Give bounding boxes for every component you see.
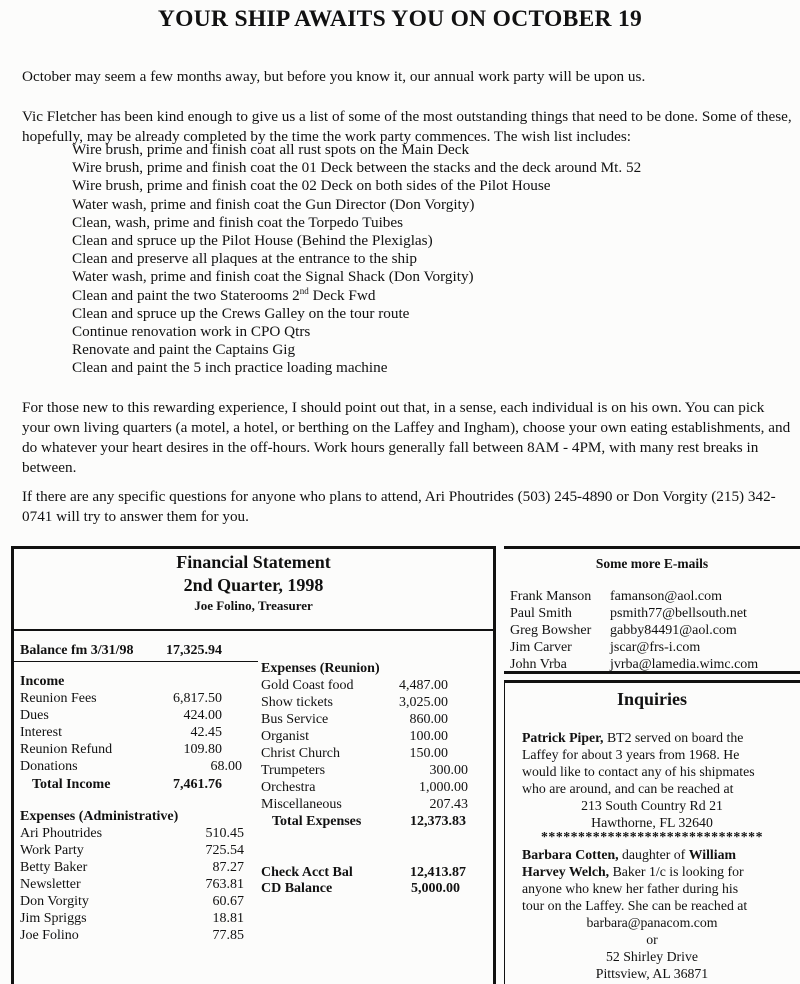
wish-item: Clean and preserve all plaques at the entrance to the ship <box>72 250 417 268</box>
separator: ****************************** <box>541 829 763 844</box>
reunion-expense-value: 3,025.00 <box>399 695 448 710</box>
wish-item: Clean and spruce up the Crews Galley on the tour route <box>72 304 410 322</box>
ordinal-suffix: nd <box>299 285 309 296</box>
income-header: Income <box>20 674 65 689</box>
inquiry-line: who are around, and can be reached at <box>522 781 734 796</box>
inquiry-address: Hawthorne, FL 32640 <box>591 815 713 830</box>
page-title: YOUR SHIP AWAITS YOU ON OCTOBER 19 <box>157 6 643 32</box>
check-account-value: 12,413.87 <box>410 865 466 880</box>
reunion-expense-label: Show tickets <box>261 695 333 710</box>
admin-expense-value: 763.81 <box>205 877 244 892</box>
inquiry-or: or <box>646 932 658 947</box>
cd-balance-label: CD Balance <box>261 881 333 896</box>
emails-title: Some more E-mails <box>595 556 709 571</box>
total-income-value: 7,461.76 <box>173 777 222 792</box>
treasurer-name: Joe Folino, Treasurer <box>194 598 313 613</box>
wish-item: Wire brush, prime and finish coat all rust spots on the Main Deck <box>72 141 470 158</box>
email-name: Paul Smith <box>510 606 572 621</box>
admin-expense-value: 87.27 <box>212 860 244 875</box>
income-label: Reunion Fees <box>20 691 97 706</box>
inquiry-line <box>522 863 744 880</box>
admin-expense-label: Work Party <box>20 843 84 858</box>
email-address: gabby84491@aol.com <box>610 623 737 638</box>
admin-expense-value: 77.85 <box>212 928 244 943</box>
admin-expense-value: 60.67 <box>212 894 244 909</box>
wish-item <box>72 287 772 305</box>
admin-expense-label: Joe Folino <box>20 928 79 943</box>
inquiry-email: barbara@panacom.com <box>586 915 718 930</box>
income-label: Interest <box>20 725 62 740</box>
balance-value: 17,325.94 <box>166 643 222 658</box>
inquiries-title: Inquiries <box>616 689 688 709</box>
cd-balance-value: 5,000.00 <box>411 881 460 896</box>
inquiry-line: anyone who knew her father during his <box>522 881 739 896</box>
wish-item: Water wash, prime and finish coat the Signal Shack (Don Vorgity) <box>72 268 474 286</box>
wish-item: Wire brush, prime and finish coat the 01 Deck between the stacks and the deck around Mt. 52 <box>72 159 642 177</box>
inquiry-address: Pittsview, AL 36871 <box>595 966 709 981</box>
email-name: Frank Manson <box>510 589 592 604</box>
inquiry-father-name: William <box>688 847 736 862</box>
inquiry-line <box>522 729 800 746</box>
email-address: jscar@frs-i.com <box>610 640 701 655</box>
financial-period: 2nd Quarter, 1998 <box>183 575 324 595</box>
income-value: 109.80 <box>183 742 222 757</box>
reunion-expense-label: Christ Church <box>261 746 340 761</box>
wish-item: Renovate and paint the Captains Gig <box>72 341 296 359</box>
total-expenses-label: Total Expenses <box>272 814 362 829</box>
total-income-label: Total Income <box>32 777 111 792</box>
inquiry-line: Laffey for about 3 years from 1968. He <box>522 747 740 762</box>
admin-expense-value: 510.45 <box>205 826 244 841</box>
wish-item: Clean and paint the 5 inch practice loading machine <box>72 359 388 377</box>
email-address: psmith77@bellsouth.net <box>610 606 747 621</box>
total-expenses-value: 12,373.83 <box>410 814 466 829</box>
wish-item-text: Clean and paint the two Staterooms 2 <box>72 286 300 304</box>
reunion-expense-value: 207.43 <box>429 797 468 812</box>
income-value: 42.45 <box>190 725 222 740</box>
wish-item: Wire brush, prime and finish coat the 02 Deck on both sides of the Pilot House <box>72 177 551 195</box>
divider <box>13 661 258 662</box>
inquiry-text: Baker 1/c is looking for <box>609 864 744 879</box>
reunion-expense-label: Trumpeters <box>261 763 326 778</box>
admin-expense-label: Ari Phoutrides <box>20 826 103 841</box>
reunion-expense-label: Gold Coast food <box>261 678 354 693</box>
reunion-expense-value: 100.00 <box>409 729 448 744</box>
admin-expense-value: 725.54 <box>205 843 244 858</box>
reunion-expense-label: Bus Service <box>261 712 329 727</box>
inquiry-text: daughter of <box>618 847 689 862</box>
income-value: 6,817.50 <box>173 691 222 706</box>
admin-expense-label: Jim Spriggs <box>20 911 87 926</box>
inquiry-person-name: Barbara Cotten, <box>522 847 619 862</box>
email-address: famanson@aol.com <box>610 589 723 604</box>
wish-list <box>72 141 772 377</box>
reunion-expense-label: Organist <box>261 729 309 744</box>
email-name: Greg Bowsher <box>510 623 592 638</box>
income-label: Reunion Refund <box>20 742 113 757</box>
wish-item: Water wash, prime and finish coat the Gun Director (Don Vorgity) <box>72 195 475 213</box>
inquiry-text: BT2 served on board the <box>603 730 744 745</box>
admin-expense-label: Don Vorgity <box>20 894 89 909</box>
newcomers-paragraph: For those new to this rewarding experience, I should point out that, in a sense, each individual is on his own. You can pick your own living quarters (a motel, a hotel, or berthing on the Laffey and Ingham), choose your own eating establishments, and do whatever your heart desires in the off-hours. Work hours generally fall between 8AM - 4PM, with many rest breaks in between. <box>22 399 791 476</box>
reunion-expense-value: 150.00 <box>409 746 448 761</box>
inquiry-line <box>522 846 736 863</box>
financial-title: Financial Statement <box>176 552 331 572</box>
wish-item: Clean and spruce up the Pilot House (Behind the Plexiglas) <box>72 231 433 249</box>
wish-item: Continue renovation work in CPO Qtrs <box>72 322 311 340</box>
inquiry-address: 52 Shirley Drive <box>606 949 698 964</box>
reunion-expenses-header: Expenses (Reunion) <box>261 661 380 676</box>
inquiry-line: would like to contact any of his shipmates <box>522 764 755 779</box>
email-name: John Vrba <box>510 657 567 672</box>
wish-item-text-tail: Deck Fwd <box>308 286 376 304</box>
email-name: Jim Carver <box>510 640 572 655</box>
inquiry-father-name: Harvey Welch, <box>522 864 610 879</box>
admin-expense-label: Betty Baker <box>20 860 88 875</box>
inquiry-person-name: Patrick Piper, <box>522 730 604 745</box>
inquiry-address: 213 South Country Rd 21 <box>581 798 723 813</box>
questions-paragraph: If there are any specific questions for anyone who plans to attend, Ari Phoutrides (503) 245-4890 or Don Vorgity (215) 342-0741 will try to answer them for you. <box>22 488 776 525</box>
reunion-expense-value: 300.00 <box>429 763 468 778</box>
reunion-expense-label: Miscellaneous <box>261 797 342 812</box>
wish-list-intro: Vic Fletcher has been kind enough to give us a list of some of the most outstanding things that need to be done. Some of these, hopefully, may be already completed by the time the work party commences. The wish list includes: <box>22 108 792 145</box>
income-value: 424.00 <box>183 708 222 723</box>
intro-paragraph: October may seem a few months away, but before you know it, our annual work party will be upon us. <box>22 68 646 85</box>
reunion-expense-label: Orchestra <box>261 780 316 795</box>
wish-item: Clean, wash, prime and finish coat the Torpedo Tuibes <box>72 213 404 231</box>
admin-expenses-header: Expenses (Administrative) <box>20 809 179 824</box>
admin-expense-label: Newsletter <box>20 877 81 892</box>
reunion-expense-value: 1,000.00 <box>419 780 468 795</box>
email-address: jvrba@lamedia.wimc.com <box>610 657 759 672</box>
income-value: 68.00 <box>210 759 242 774</box>
admin-expense-value: 18.81 <box>212 911 244 926</box>
balance-label: Balance fm 3/31/98 <box>20 643 134 658</box>
reunion-expense-value: 4,487.00 <box>399 678 448 693</box>
income-label: Dues <box>20 708 49 723</box>
reunion-expense-value: 860.00 <box>409 712 448 727</box>
inquiry-line: tour on the Laffey. She can be reached at <box>522 898 748 913</box>
income-label: Donations <box>20 759 78 774</box>
check-account-label: Check Acct Bal <box>261 865 353 880</box>
